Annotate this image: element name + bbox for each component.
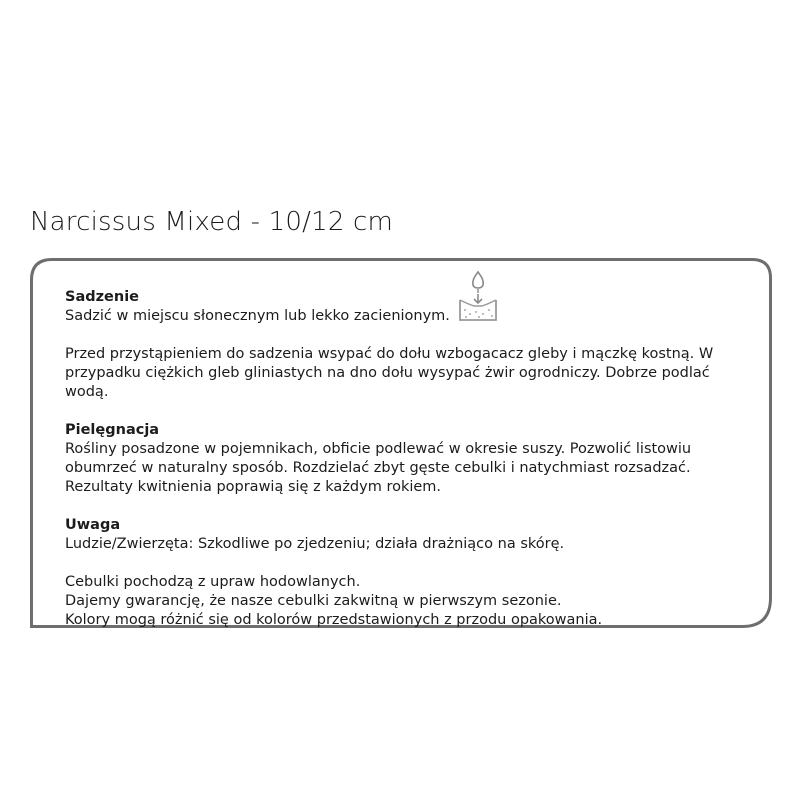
care-section: [65, 421, 735, 497]
preparation-text-line: Przed przystąpieniem do sadzenia wsypać do dołu wzbogacacz gleby i mączkę kostną. W: [65, 346, 714, 362]
preparation-text-line: wodą.: [65, 384, 109, 400]
preparation-text-line: przypadku ciężkich gleb gliniastych na dno dołu wysypać żwir ogrodniczy. Dobrze podlać: [65, 365, 710, 381]
planting-section: [65, 288, 735, 326]
care-instructions: [65, 288, 735, 649]
warning-section: [65, 516, 735, 554]
preparation-section: [65, 345, 735, 402]
planting-text: Sadzić w miejscu słonecznym lub lekko zacienionym.: [65, 308, 450, 324]
info-section: [65, 573, 735, 630]
care-text-line: Rośliny posadzone w pojemnikach, obficie podlewać w okresie suszy. Pozwolić listowiu: [65, 441, 692, 457]
care-heading: Pielęgnacja: [65, 422, 160, 438]
warning-text: Ludzie/Zwierzęta: Szkodliwe po zjedzeniu; działa drażniąco na skórę.: [65, 536, 565, 552]
care-text-line: Rezultaty kwitnienia poprawią się z każdym rokiem.: [65, 479, 442, 495]
warning-heading: Uwaga: [65, 517, 121, 533]
product-title: Narcissus Mixed - 10/12 cm: [30, 207, 394, 237]
info-text-line: Kolory mogą różnić się od kolorów przedstawionych z przodu opakowania.: [65, 612, 603, 628]
planting-heading: Sadzenie: [65, 289, 140, 305]
info-text-line: Cebulki pochodzą z upraw hodowlanych.: [65, 574, 361, 590]
care-text-line: obumrzeć w naturalny sposób. Rozdzielać zbyt gęste cebulki i natychmiast rozsadzać.: [65, 460, 691, 476]
info-text-line: Dajemy gwarancję, że nasze cebulki zakwitną w pierwszym sezonie.: [65, 593, 562, 609]
